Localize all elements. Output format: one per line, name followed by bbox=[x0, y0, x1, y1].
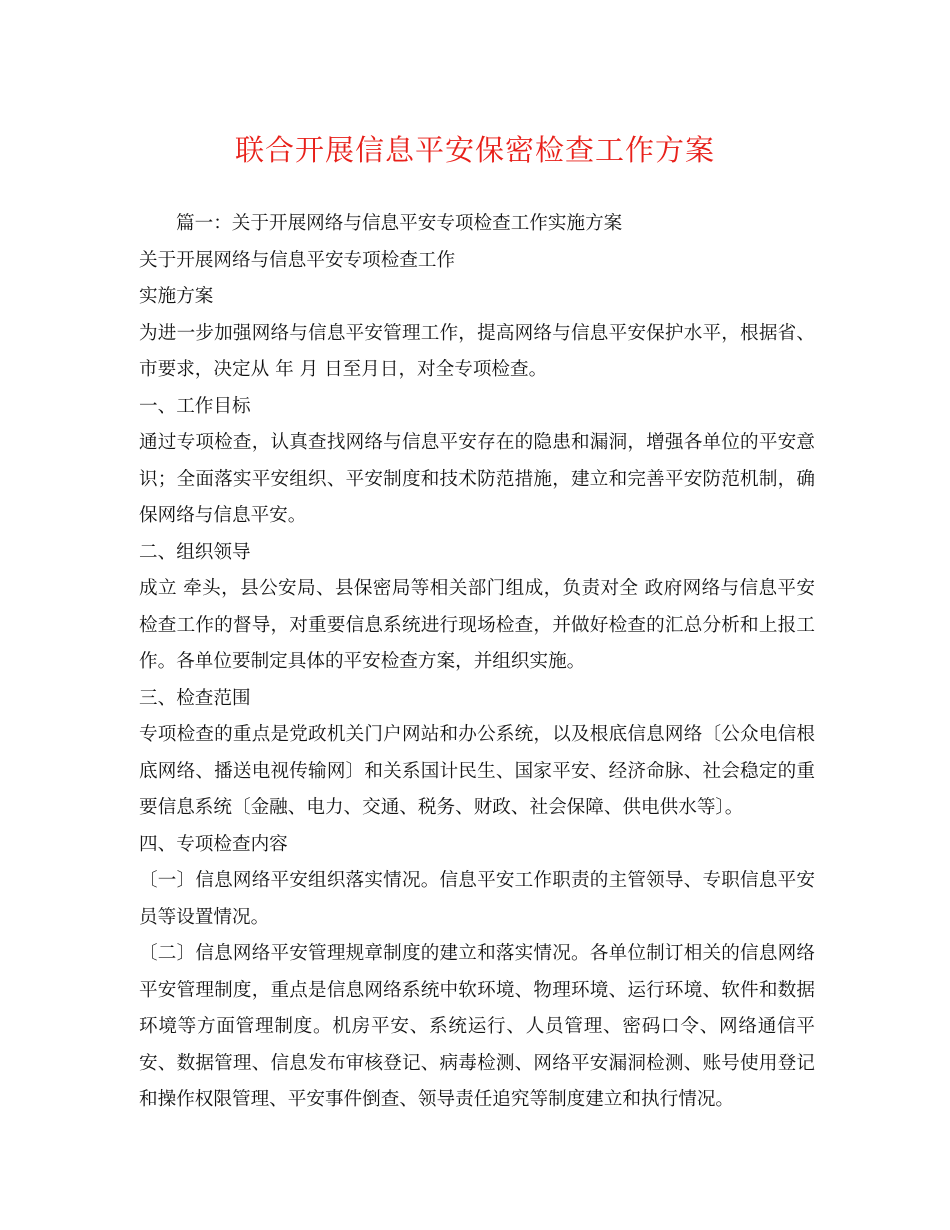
document-body bbox=[139, 206, 815, 1119]
section-heading-content: 四、专项检查内容 bbox=[139, 833, 288, 855]
paragraph-subtitle: 关于开展网络与信息平安专项检查工作 bbox=[139, 249, 456, 271]
section-heading-leadership: 二、组织领导 bbox=[139, 541, 251, 563]
document-title: 联合开展信息平安保密检查工作方案 bbox=[234, 133, 715, 167]
section-heading-goals: 一、工作目标 bbox=[139, 395, 251, 417]
paragraph-subtitle-2: 实施方案 bbox=[139, 286, 214, 307]
paragraph-leadership: 成立 牵头，县公安局、县保密局等相关部门组成，负责对全 政府网络与信息平安检查工作的督导，对重要信息系统进行现场检查，并做好检查的汇总分析和上报工作。各单位要制定具体的平安检查方案，并组织实施。 bbox=[139, 578, 815, 672]
paragraph-intro: 为进一步加强网络与信息平安管理工作，提高网络与信息平安保护水平，根据省、市要求，决定从 年 月 日至月日，对全专项检查。 bbox=[139, 322, 815, 380]
paragraph-scope: 专项检查的重点是党政机关门户网站和办公系统，以及根底信息网络〔公众电信根底网络、播送电视传输网〕和关系国计民生、国家平安、经济命脉、社会稳定的重要信息系统〔金融、电力、交通、税务、财政、社会保障、供电供水等〕。 bbox=[139, 724, 815, 818]
paragraph-content-2: 〔二〕信息网络平安管理规章制度的建立和落实情况。各单位制订相关的信息网络平安管理制度，重点是信息网络系统中软环境、物理环境、运行环境、软件和数据环境等方面管理制度。机房平安、系统运行、人员管理、密码口令、网络通信平安、数据管理、信息发布审核登记、病毒检测、网络平安漏洞检测、账号使用登记和操作权限管理、平安事件倒查、领导责任追究等制度建立和执行情况。 bbox=[139, 943, 815, 1110]
paragraph-heading-part-one: 篇一：关于开展网络与信息平安专项检查工作实施方案 bbox=[176, 213, 623, 234]
paragraph-content-1: 〔一〕信息网络平安组织落实情况。信息平安工作职责的主管领导、专职信息平安员等设置情况。 bbox=[139, 870, 815, 928]
paragraph-goals: 通过专项检查，认真查找网络与信息平安存在的隐患和漏洞，增强各单位的平安意识；全面落实平安组织、平安制度和技术防范措施，建立和完善平安防范机制，确保网络与信息平安。 bbox=[139, 432, 815, 526]
section-heading-scope: 三、检查范围 bbox=[139, 687, 251, 709]
